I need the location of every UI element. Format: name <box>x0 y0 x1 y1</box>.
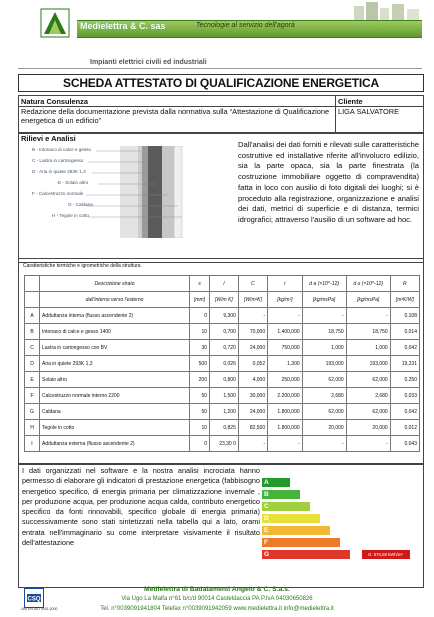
table-cell: C <box>238 276 267 292</box>
table-cell: 18,750 <box>346 324 390 340</box>
table-cell: [m²K/W] <box>390 292 419 308</box>
table-cell: I <box>25 436 40 452</box>
table-row <box>25 324 420 340</box>
table-cell: 20,000 <box>346 420 390 436</box>
table-cell: 70,000 <box>238 324 267 340</box>
table-cell: 0,720 <box>210 340 239 356</box>
table-cell: Aria in quiete 293K 1,3 <box>40 356 190 372</box>
table-cell: 0,052 <box>238 356 267 372</box>
cert-label: UNI EN ISO 9001:2000 <box>21 607 58 611</box>
layer-label-b: B - Intonaco di calce e gesso <box>32 147 91 152</box>
table-cell: dall'interno verso l'esterno <box>40 292 190 308</box>
table-cell: 82,500 <box>238 420 267 436</box>
table-cell: s <box>190 276 210 292</box>
table-cell: 20,000 <box>302 420 346 436</box>
table-cell: - <box>238 308 267 324</box>
table-cell: 62,000 <box>302 372 346 388</box>
table-row <box>25 308 420 324</box>
table-cell: [kg/msPa] <box>302 292 346 308</box>
layer-label-h: H - Tegole in cotto <box>52 213 89 218</box>
info-table <box>18 95 424 133</box>
energy-class-f: F <box>262 538 340 547</box>
table-row <box>25 372 420 388</box>
table-cell: 750,000 <box>268 340 303 356</box>
table-cell: 0,043 <box>390 436 419 452</box>
table-cell: [kg/msPa] <box>346 292 390 308</box>
table-cell: 0,014 <box>390 324 419 340</box>
table-cell: 10 <box>190 324 210 340</box>
table-cell: [kg/m³] <box>268 292 303 308</box>
energy-class-g: G <box>262 550 350 559</box>
table-cell: Descrizione strato <box>40 276 190 292</box>
table-cell: 1,000 <box>346 340 390 356</box>
energy-class-a: A <box>262 478 290 487</box>
table-cell: [mm] <box>190 292 210 308</box>
rilievi-title: Rilievi e Analisi <box>21 134 76 143</box>
table-row <box>25 388 420 404</box>
table-cell: 1.800,000 <box>268 420 303 436</box>
table-cell: r <box>268 276 303 292</box>
table-cell: 50 <box>190 404 210 420</box>
stratigraphy-title: Caratteristiche termiche e igrometriche della struttura <box>23 263 141 269</box>
table-cell: 62,000 <box>302 404 346 420</box>
table-cell: Intonaco di calce e gesso 1400 <box>40 324 190 340</box>
table-cell: 0,042 <box>390 404 419 420</box>
company-name: Medielettra & C. sas <box>80 21 166 31</box>
svg-text:CSQ: CSQ <box>27 596 41 603</box>
table-cell: 500 <box>190 356 210 372</box>
table-cell: - <box>302 308 346 324</box>
table-cell: 2.200,000 <box>268 388 303 404</box>
cliente-text: LIGA SALVATORE <box>338 107 400 116</box>
table-cell: 24,000 <box>238 404 267 420</box>
table-cell: 50 <box>190 388 210 404</box>
table-cell: 19,231 <box>390 356 419 372</box>
table-subheader-row <box>25 292 420 308</box>
table-cell: 10 <box>190 420 210 436</box>
layer-label-e: E - Solaio altro <box>58 180 89 185</box>
table-cell: Caldana <box>40 404 190 420</box>
table-cell: H <box>25 420 40 436</box>
table-cell: 0,800 <box>210 372 239 388</box>
table-cell: G <box>25 404 40 420</box>
table-cell: 1,200 <box>210 404 239 420</box>
table-cell: l <box>210 276 239 292</box>
company-tagline: Tecnologie al servizio dell'agorà <box>196 22 295 29</box>
results-text: I dati organizzati nel software e la nostra analisi incrociata hanno permesso di elaborare gli indicatori di prestazione energetica (fabbisogno energetico specifico, di energia primaria per climatizzazione invernale , per produzione acqua, per produzione acqua calda, contributo energetico specifico da fonti rinnovabili, specifico globale di energia primaria) successivamente sono stati sintetizzati nella tabella qui a lato, orami entrata nell'immaginario su come interpretare visivamente il risultato dell'attestazione <box>22 466 260 547</box>
table-cell: 0,108 <box>390 308 419 324</box>
info-divider <box>335 96 336 132</box>
table-cell: 2,680 <box>302 388 346 404</box>
table-cell: 0,700 <box>210 324 239 340</box>
table-cell: d a (×10^-12) <box>302 276 346 292</box>
company-logo-icon <box>40 8 70 38</box>
table-cell: 0,250 <box>390 372 419 388</box>
energy-class-b: B <box>262 490 300 499</box>
table-cell: d u (×10^-12) <box>346 276 390 292</box>
energy-class-pointer: G: 670,88 kWh/m² <box>362 550 410 559</box>
wall-section-diagram <box>28 146 228 238</box>
table-cell: - <box>346 308 390 324</box>
table-cell: - <box>268 436 303 452</box>
table-row <box>25 420 420 436</box>
table-cell: 18,750 <box>302 324 346 340</box>
table-cell: 2,680 <box>346 388 390 404</box>
table-cell: 4,000 <box>238 372 267 388</box>
table-cell: 62,000 <box>346 372 390 388</box>
energy-class-chart <box>262 478 412 566</box>
table-cell: 0,026 <box>210 356 239 372</box>
table-cell: - <box>302 436 346 452</box>
table-cell: Adduttanza interna (flusso ascendente 2) <box>40 308 190 324</box>
table-header-row <box>25 276 420 292</box>
table-row <box>25 356 420 372</box>
table-cell: 0 <box>190 436 210 452</box>
table-cell: - <box>268 308 303 324</box>
table-cell: Tegole in cotto <box>40 420 190 436</box>
table-cell: 0,012 <box>390 420 419 436</box>
table-cell: 1.400,000 <box>268 324 303 340</box>
header-subtitle: Impianti elettrici civili ed industriali <box>90 59 207 66</box>
table-row <box>25 436 420 452</box>
table-cell: 1,300 <box>268 356 303 372</box>
table-cell: 0,825 <box>210 420 239 436</box>
energy-class-e: E <box>262 526 330 535</box>
table-cell: F <box>25 388 40 404</box>
stratigraphy-table <box>24 275 420 452</box>
rilievi-paragraph: Dall'analisi dei dati forniti e rilevati sulle caratteristiche costruttive ed installative riferite all'involucro edilizio, sia la parte opaca, sia la parte finestrata (la costruzione immobiliare oggetto di compravendita) fatta in loco con ausilio di foto digitali dei luoghi; si è proceduto alla registrazione, organizzazione e analisi dei dati, metrici di superficie e di distanza, termici idrografici; attraverso l'ausilio di un software ad hoc. <box>238 140 419 224</box>
table-cell: A <box>25 308 40 324</box>
table-cell: 1,500 <box>210 388 239 404</box>
table-cell: 200 <box>190 372 210 388</box>
footer-company: Medielettra di Badalamenti Angelo & C. S.a.s. <box>144 586 290 593</box>
natura-text: Redazione della documentazione prevista dalla normativa sulla “Attestazione di Qualificazione energetica di un edificio” <box>21 107 330 125</box>
info-row-divider <box>19 106 423 107</box>
natura-label: Natura Consulenza <box>21 97 88 106</box>
table-cell: 30 <box>190 340 210 356</box>
table-cell: 30,000 <box>238 388 267 404</box>
table-cell: 193,000 <box>302 356 346 372</box>
table-cell: D <box>25 356 40 372</box>
table-cell: 0,033 <box>390 388 419 404</box>
table-row <box>25 404 420 420</box>
buildings-icon <box>352 2 422 20</box>
footer-address: Via Ugo La Malfa n°61 b/c/d 90014 Casteldaccia PA P.IvA 04030650826 <box>121 596 313 602</box>
footer-contacts: Tel. n°0039091941804 Telefax n°0039091942059 www.medielettra.it info@medielettra.it <box>100 606 334 612</box>
layer-label-g: G - Caldana <box>68 202 93 207</box>
table-cell: 62,000 <box>346 404 390 420</box>
table-cell: Lastra in cartongesso con BV <box>40 340 190 356</box>
table-cell <box>25 276 40 292</box>
table-cell: 1,000 <box>302 340 346 356</box>
table-cell: 250,000 <box>268 372 303 388</box>
layer-label-f: F - Calcestruzzo normale <box>32 191 84 196</box>
table-cell: Solaio altro <box>40 372 190 388</box>
page-title: SCHEDA ATTESTATO DI QUALIFICAZIONE ENERGETICA <box>18 74 424 92</box>
layer-label-d: D - Aria in quiete 293K 1,3 <box>32 169 86 174</box>
table-cell: [W/m²K] <box>238 292 267 308</box>
table-cell: 1.800,000 <box>268 404 303 420</box>
cliente-label: Cliente <box>338 97 363 106</box>
table-cell: B <box>25 324 40 340</box>
energy-class-d: D <box>262 514 320 523</box>
table-cell: 23,30 0 <box>210 436 239 452</box>
layer-label-c: C - Lastra in cartongesso <box>32 158 84 163</box>
table-cell: C <box>25 340 40 356</box>
energy-class-c: C <box>262 502 310 511</box>
table-cell: 193,000 <box>346 356 390 372</box>
table-cell: 24,000 <box>238 340 267 356</box>
table-cell: - <box>238 436 267 452</box>
table-cell: E <box>25 372 40 388</box>
table-cell: [W/m K] <box>210 292 239 308</box>
table-row <box>25 340 420 356</box>
table-cell: 9,300 <box>210 308 239 324</box>
table-cell: - <box>346 436 390 452</box>
table-cell: Calcestruzzo normale interno 2200 <box>40 388 190 404</box>
table-cell: 0,042 <box>390 340 419 356</box>
header-divider <box>18 68 422 69</box>
table-cell: R <box>390 276 419 292</box>
table-cell <box>25 292 40 308</box>
table-cell: 0 <box>190 308 210 324</box>
table-cell: Adduttanza esterna (flusso ascendente 2) <box>40 436 190 452</box>
